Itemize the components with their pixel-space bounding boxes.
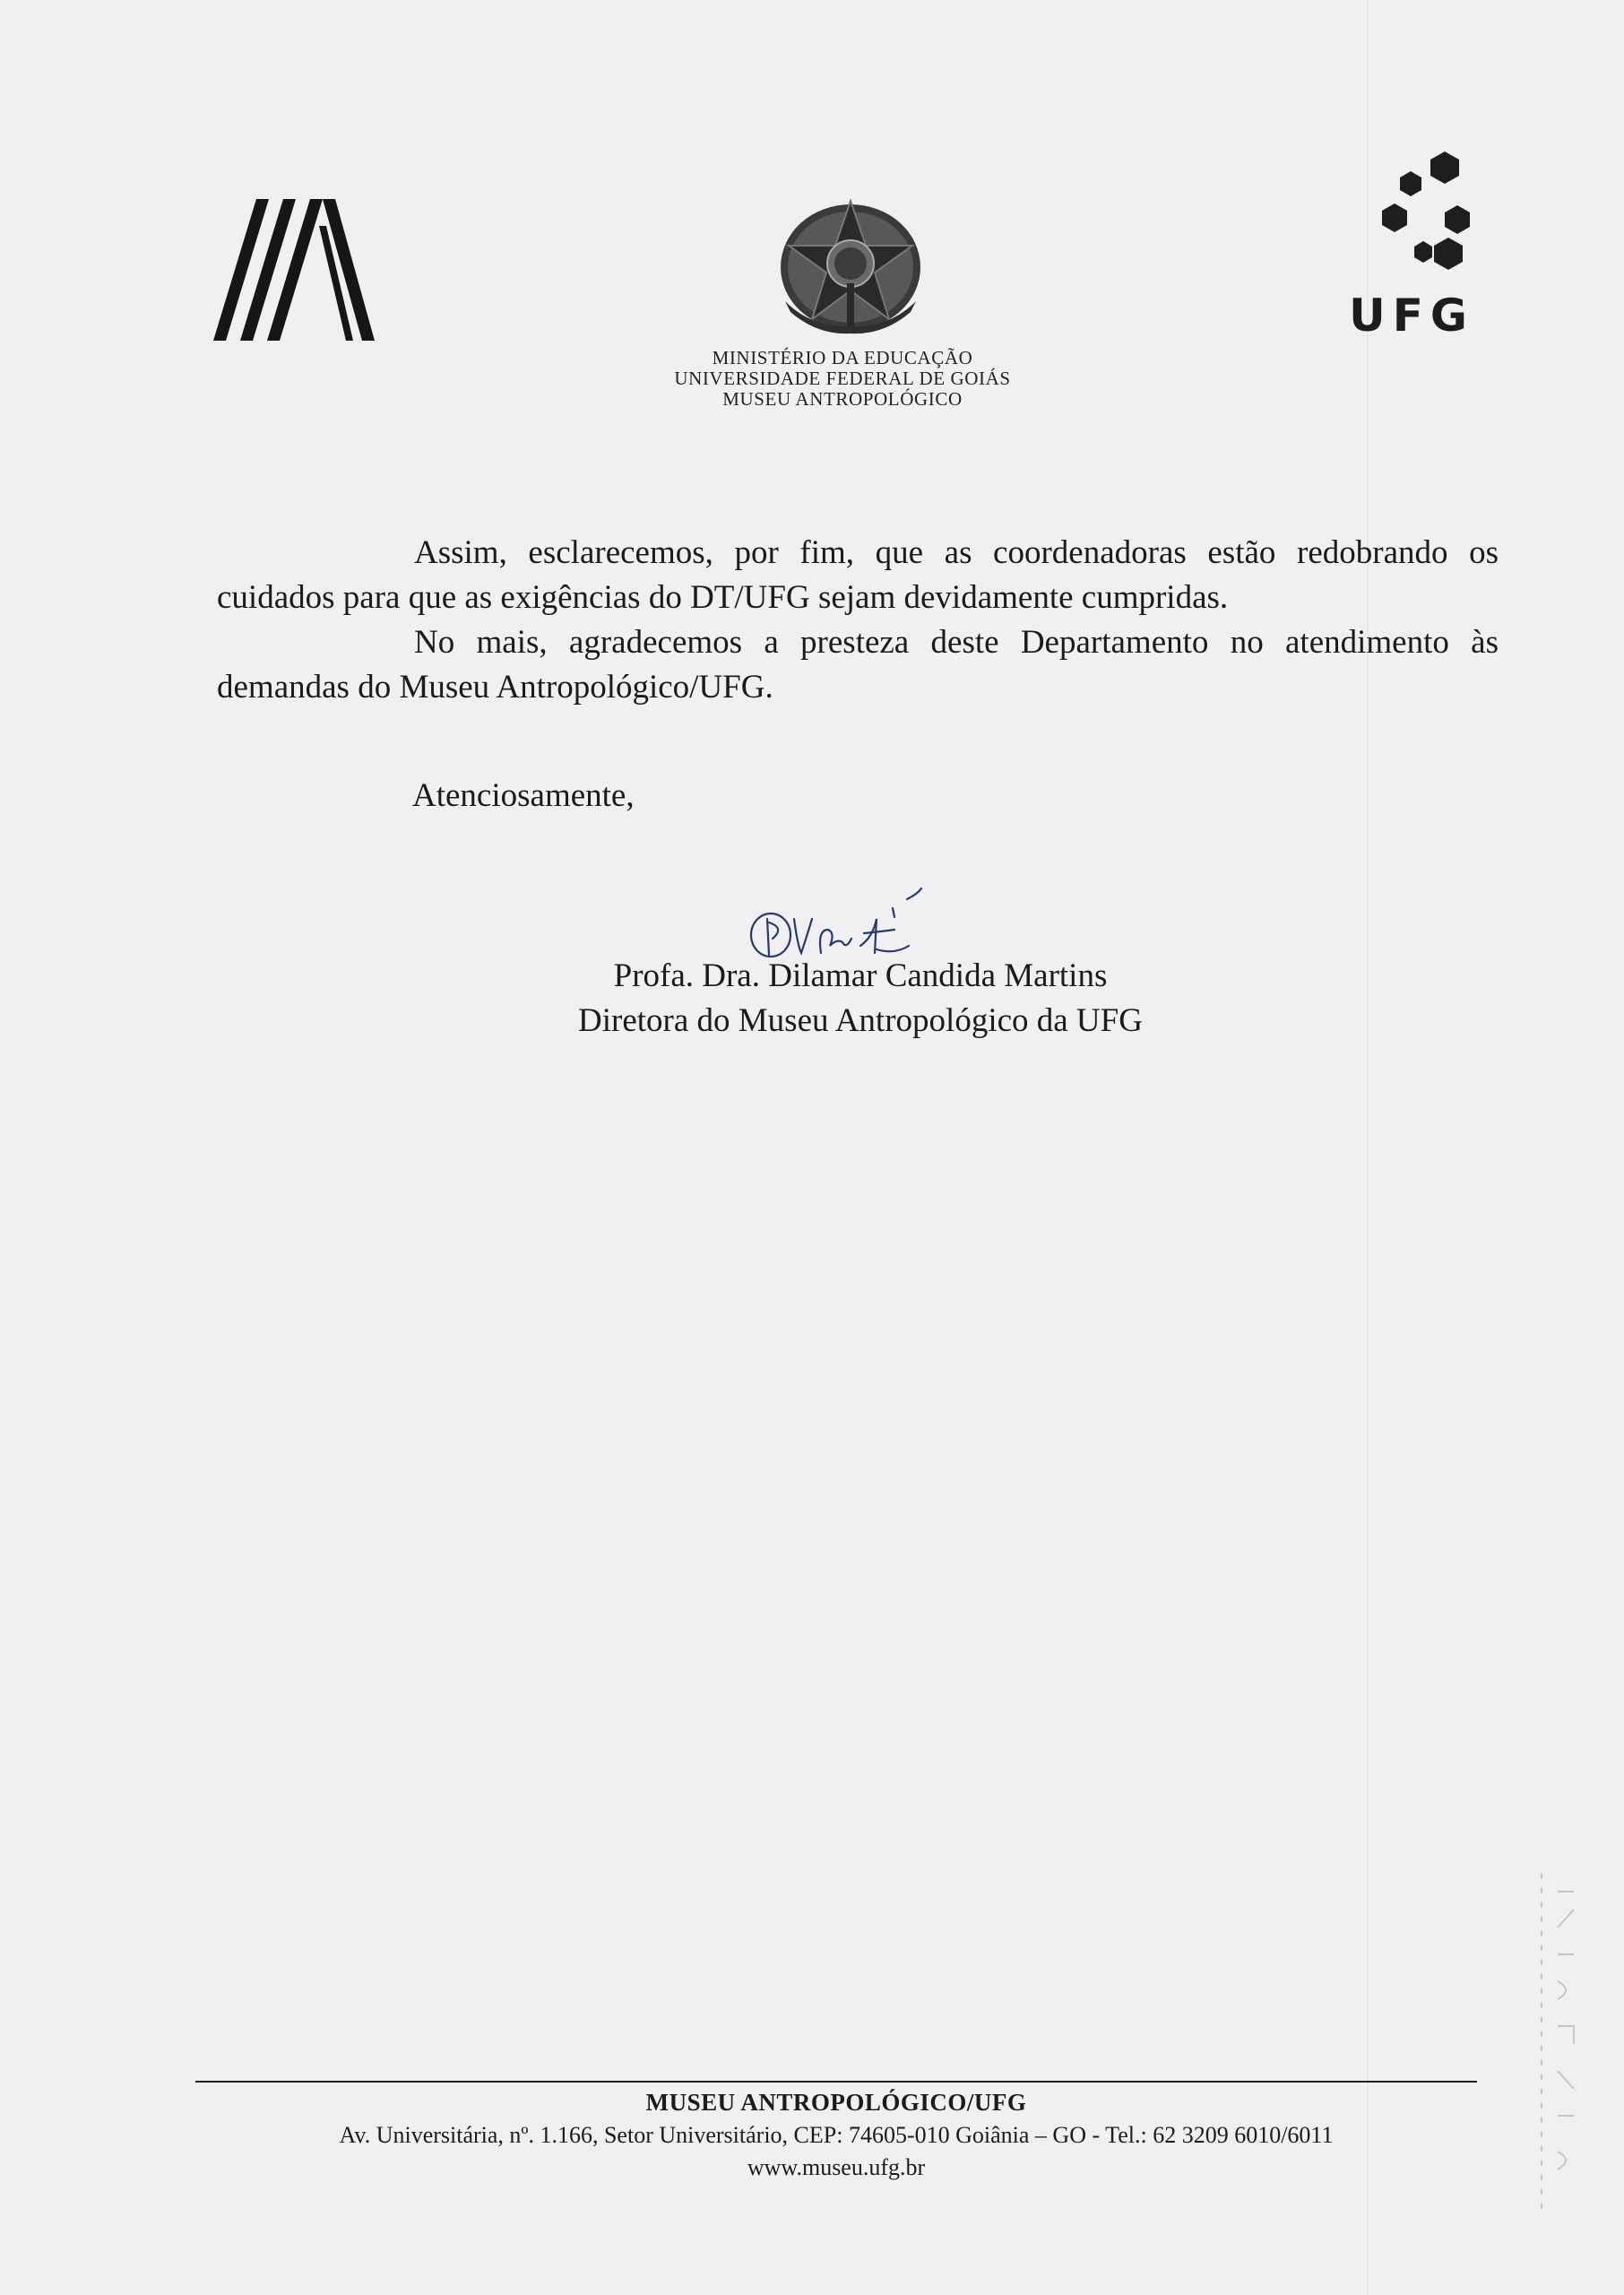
header-line-museum: MUSEU ANTROPOLÓGICO [722,388,963,410]
footer-website[interactable]: www.museu.ufg.br [747,2154,926,2180]
signatory-name: Profa. Dra. Dilamar Candida Martins [613,957,1108,994]
institution-header [538,348,1147,410]
header-line-ministry: MINISTÉRIO DA EDUCAÇÃO [712,347,973,368]
ufg-logo-text: UFG [1349,290,1474,342]
body-paragraph-2: No mais, agradecemos a presteza deste Departamento no atendimento às demandas do Museu Antropológico/UFG. [217,624,1499,706]
body-paragraph-1: Assim, esclarecemos, por fim, que as coordenadoras estão redobrando os cuidados para que as exigências do DT/UFG sejam devidamente cumpridas. [217,534,1499,616]
footer-address: Av. Universitária, nº. 1.166, Setor Universitário, CEP: 74605-010 Goiânia – GO - Tel.: 62 3209 6010/6011 [339,2122,1334,2148]
footer-divider [195,2081,1477,2083]
signatory-title: Diretora do Museu Antropológico da UFG [578,1002,1143,1039]
header-line-university: UNIVERSIDADE FEDERAL DE GOIÁS [674,368,1011,389]
museum-logo-icon [213,199,375,341]
closing-salutation: Atenciosamente, [412,777,635,814]
coat-of-arms-icon [776,194,925,337]
footer-title: MUSEU ANTROPOLÓGICO/UFG [645,2089,1027,2116]
letter-body [217,531,1499,710]
footer [195,2085,1477,2184]
side-stamp-icon [1531,1874,1585,2214]
signatory-block [502,954,1219,1044]
